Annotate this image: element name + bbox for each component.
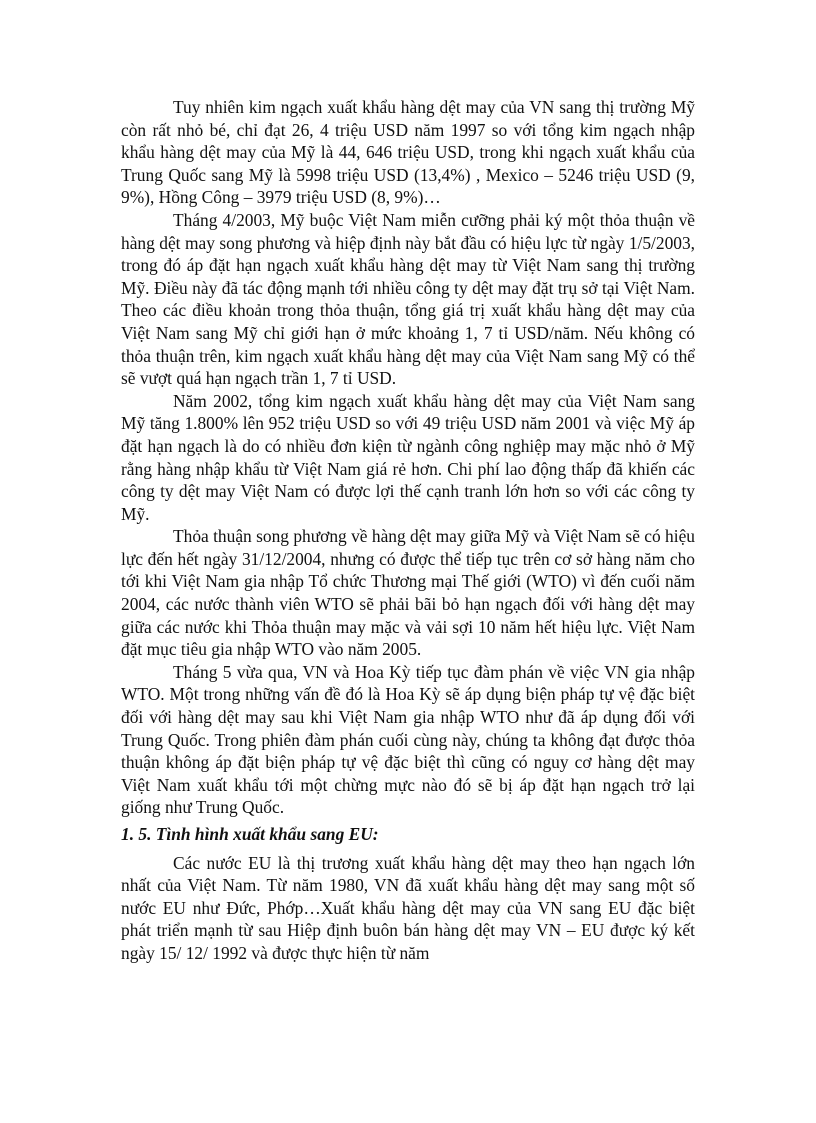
document-page: [121, 96, 695, 965]
paragraph-export-growth-2002: Năm 2002, tổng kim ngạch xuất khẩu hàng dệt may của Việt Nam sang Mỹ tăng 1.800% lên 952 triệu USD so với 49 triệu USD năm 2001 và việc Mỹ áp đặt hạn ngạch là do có nhiều đơn kiện từ ngành công nghiệp may mặc nhỏ ở Mỹ rằng hàng nhập khẩu từ Việt Nam giá rẻ hơn. Chi phí lao động thấp đã khiến các công ty dệt may Việt Nam có được lợi thế cạnh tranh lớn hơn so với các công ty Mỹ.: [121, 390, 695, 524]
paragraph-quota-agreement-2003: Tháng 4/2003, Mỹ buộc Việt Nam miễn cưỡng phải ký một thỏa thuận về hàng dệt may song phương và hiệp định này bắt đầu có hiệu lực từ ngày 1/5/2003, trong đó áp đặt hạn ngạch xuất khẩu hàng dệt may từ Việt Nam sang thị trường Mỹ. Điều này đã tác động mạnh tới nhiều công ty dệt may đặt trụ sở tại Việt Nam. Theo các điều khoản trong thỏa thuận, tổng giá trị xuất khẩu hàng dệt may của Việt Nam sang Mỹ chỉ giới hạn ở mức khoảng 1, 7 tỉ USD/năm. Nếu không có thỏa thuận trên, kim ngạch xuất khẩu hàng dệt may của Việt Nam sang Mỹ có thể sẽ vượt quá hạn ngạch trần 1, 7 tỉ USD.: [121, 209, 695, 389]
paragraph-eu-market: Các nước EU là thị trương xuất khẩu hàng dệt may theo hạn ngạch lớn nhất của Việt Nam. Từ năm 1980, VN đã xuất khẩu hàng dệt may sang một số nước EU như Đức, Phớp…Xuất khẩu hàng dệt may của VN sang EU đặc biệt phát triển mạnh từ sau Hiệp định buôn bán hàng dệt may VN – EU được ký kết ngày 15/ 12/ 1992 và được thực hiện từ năm: [121, 852, 695, 963]
paragraph-wto-negotiation: Tháng 5 vừa qua, VN và Hoa Kỳ tiếp tục đàm phán về việc VN gia nhập WTO. Một trong những vấn đề đó là Hoa Kỳ sẽ áp dụng biện pháp tự vệ đặc biệt đối với hàng dệt may sau khi Việt Nam gia nhập WTO như đã áp dụng đối với Trung Quốc. Trong phiên đàm phán cuối cùng này, chúng ta không đạt được thỏa thuận không áp đặt biện pháp tự vệ đặc biệt thì cũng có nguy cơ hàng dệt may Việt Nam xuất khẩu tới một chừng mực nào đó sẽ bị áp đặt hạn ngạch trở lại giống như Trung Quốc.: [121, 661, 695, 818]
section-heading-eu-exports: 1. 5. Tình hình xuất khẩu sang EU:: [121, 824, 379, 844]
paragraph-bilateral-agreement: Thỏa thuận song phương về hàng dệt may giữa Mỹ và Việt Nam sẽ có hiệu lực đến hết ngày 31/12/2004, nhưng có được thể tiếp tục trên cơ sở hàng năm cho tới khi Việt Nam gia nhập Tổ chức Thương mại Thế giới (WTO) vì đến cuối năm 2004, các nước thành viên WTO sẽ phải bãi bỏ hạn ngạch đối với hàng dệt may giữa các nước khi Thỏa thuận may mặc và vải sợi 10 năm hết hiệu lực. Việt Nam đặt mục tiêu gia nhập WTO vào năm 2005.: [121, 526, 695, 660]
paragraph-us-export-share: Tuy nhiên kim ngạch xuất khẩu hàng dệt may của VN sang thị trường Mỹ còn rất nhỏ bé, chỉ đạt 26, 4 triệu USD năm 1997 so với tổng kim ngạch nhập khẩu hàng dệt may của Mỹ là 44, 646 triệu USD, trong khi ngạch xuất khẩu của Trung Quốc sang Mỹ là 5998 triệu USD (13,4%) , Mexico – 5246 triệu USD (9, 9%), Hồng Công – 3979 triệu USD (8, 9%)…: [121, 97, 695, 208]
